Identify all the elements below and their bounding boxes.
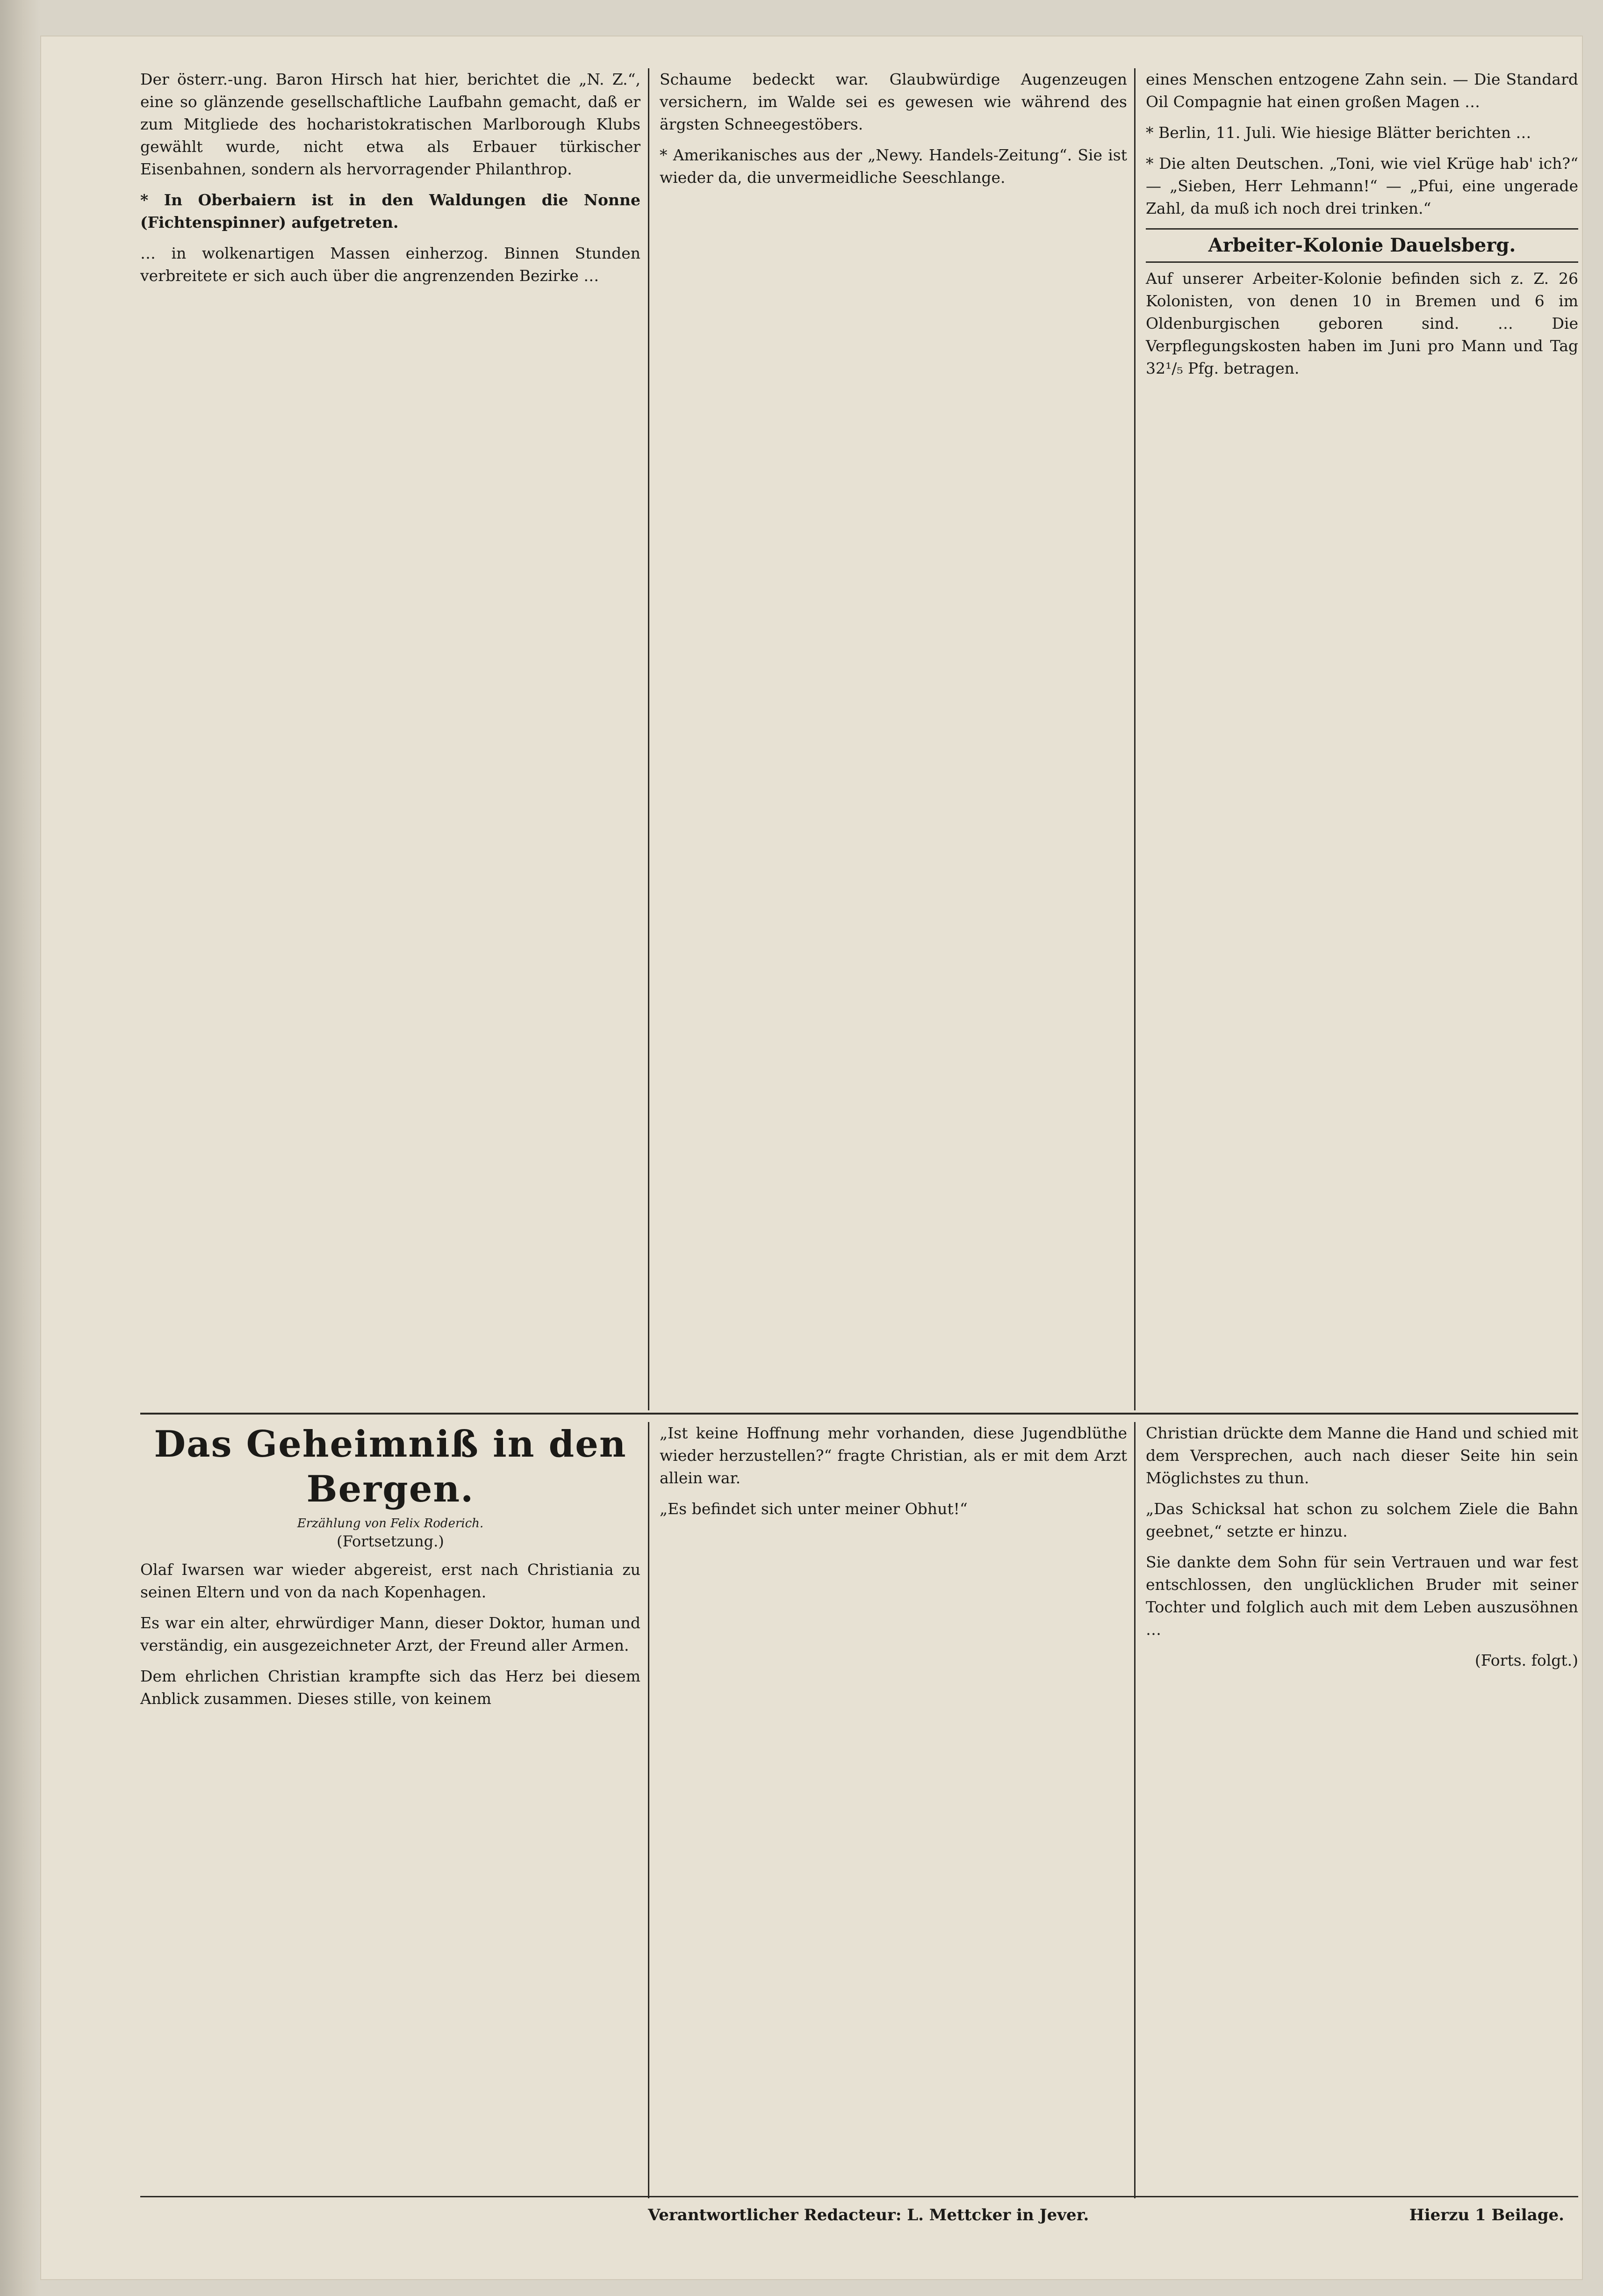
article-arbeiter-kolonie: Auf unserer Arbeiter-Kolonie befinden sich z. Z. 26 Kolonisten, von denen 10 in Bremen und 6 im Oldenburgischen geboren sind. … Die Verpflegungskosten haben im Juni pro Mann und Tag 32¹/₅ Pfg. betragen.: [1146, 269, 1578, 377]
footer-supplement: Hierzu 1 Beilage.: [1409, 2206, 1564, 2224]
section-divider: [140, 1413, 1578, 1415]
story-divider-2: [1134, 1422, 1136, 2198]
story-paragraph: „Es befindet sich unter meiner Obhut!“: [660, 1500, 968, 1518]
article-berlin: * Berlin, 11. Juli. Wie hiesige Blätter berichten …: [1146, 123, 1531, 142]
article-amerikanisches: * Amerikanisches aus der „Newy. Handels-Zeitung“. Sie ist wieder da, die unvermeidliche Seeschlange.: [660, 146, 1127, 187]
footer-divider: [140, 2196, 1578, 2197]
story-paragraph: „Das Schicksal hat schon zu solchem Ziele die Bahn geebnet,“ setzte er hinzu.: [1146, 1500, 1578, 1540]
page-footer: [180, 2199, 1564, 2231]
column-2: [660, 68, 1127, 1378]
story-paragraph: Dem ehrlichen Christian krampfte sich das Herz bei diesem Anblick zusammen. Dieses stille, von keinem: [140, 1667, 640, 1708]
story-column-3: [1146, 1422, 1578, 2189]
column-divider-1: [648, 68, 649, 1410]
article-standard-oil: eines Menschen entzogene Zahn sein. — Die Standard Oil Compagnie hat einen großen Magen …: [1146, 70, 1578, 111]
column-1: [140, 68, 640, 1378]
scan-binding-edge: [0, 0, 40, 2296]
story-continued-note: (Fortsetzung.): [337, 1532, 444, 1550]
story-column-1: [140, 1422, 640, 2189]
newspaper-page: [40, 36, 1583, 2280]
story-continuation-note: (Forts. folgt.): [1474, 1651, 1578, 1669]
article-hirsch: Der österr.-ung. Baron Hirsch hat hier, berichtet die „N. Z.“, eine so glänzende gesellschaftliche Laufbahn gemacht, daß er zum Mitgliede des hocharistokratischen Marlborough Klubs gewählt wurde, nicht etwa als Erbauer türkischer Eisenbahnen, sondern als hervorragender Philanthrop.: [140, 70, 640, 178]
article-oberbaiern-continued: … in wolkenartigen Massen einherzog. Binnen Stunden verbreitete er sich auch über die angrenzenden Bezirke …: [140, 244, 640, 285]
article-forest-damage: Schaume bedeckt war. Glaubwürdige Augenzeugen versichern, im Walde sei es gewesen wie während des ärgsten Schneegestöbers.: [660, 70, 1127, 133]
story-column-2: [660, 1422, 1127, 2189]
article-oberbaiern: * In Oberbaiern ist in den Waldungen die Nonne (Fichtenspinner) aufgetreten.: [140, 191, 640, 231]
section-heading-arbeiter-kolonie: Arbeiter-Kolonie Dauelsberg.: [1146, 228, 1578, 263]
story-paragraph: Olaf Iwarsen war wieder abgereist, erst nach Christiania zu seinen Eltern und von da nach Kopenhagen.: [140, 1560, 640, 1601]
story-title: Das Geheimniß in den Bergen.: [154, 1423, 627, 1510]
article-alte-deutsche: * Die alten Deutschen. „Toni, wie viel Krüge hab' ich?“ — „Sieben, Herr Lehmann!“ — „Pfui, eine ungerade Zahl, da muß ich noch drei trinken.“: [1146, 154, 1578, 217]
story-paragraph: Es war ein alter, ehrwürdiger Mann, dieser Doktor, human und verständig, ein ausgezeichneter Arzt, der Freund aller Armen.: [140, 1614, 640, 1654]
column-3: [1146, 68, 1578, 1410]
footer-editor: Verantwortlicher Redacteur: L. Mettcker in Jever.: [648, 2206, 1089, 2224]
column-divider-2: [1134, 68, 1136, 1410]
story-paragraph: Sie dankte dem Sohn für sein Vertrauen und war fest entschlossen, den unglücklichen Bruder mit seiner Tochter und folglich auch mit dem Leben auszusöhnen …: [1146, 1553, 1578, 1639]
story-byline: Erzählung von Felix Roderich.: [297, 1516, 484, 1531]
story-paragraph: „Ist keine Hoffnung mehr vorhanden, diese Jugendblüthe wieder herzustellen?“ fragte Christian, als er mit dem Arzt allein war.: [660, 1424, 1127, 1487]
story-paragraph: Christian drückte dem Manne die Hand und schied mit dem Versprechen, auch nach dieser Seite hin sein Möglichstes zu thun.: [1146, 1424, 1578, 1487]
story-divider-1: [648, 1422, 649, 2198]
